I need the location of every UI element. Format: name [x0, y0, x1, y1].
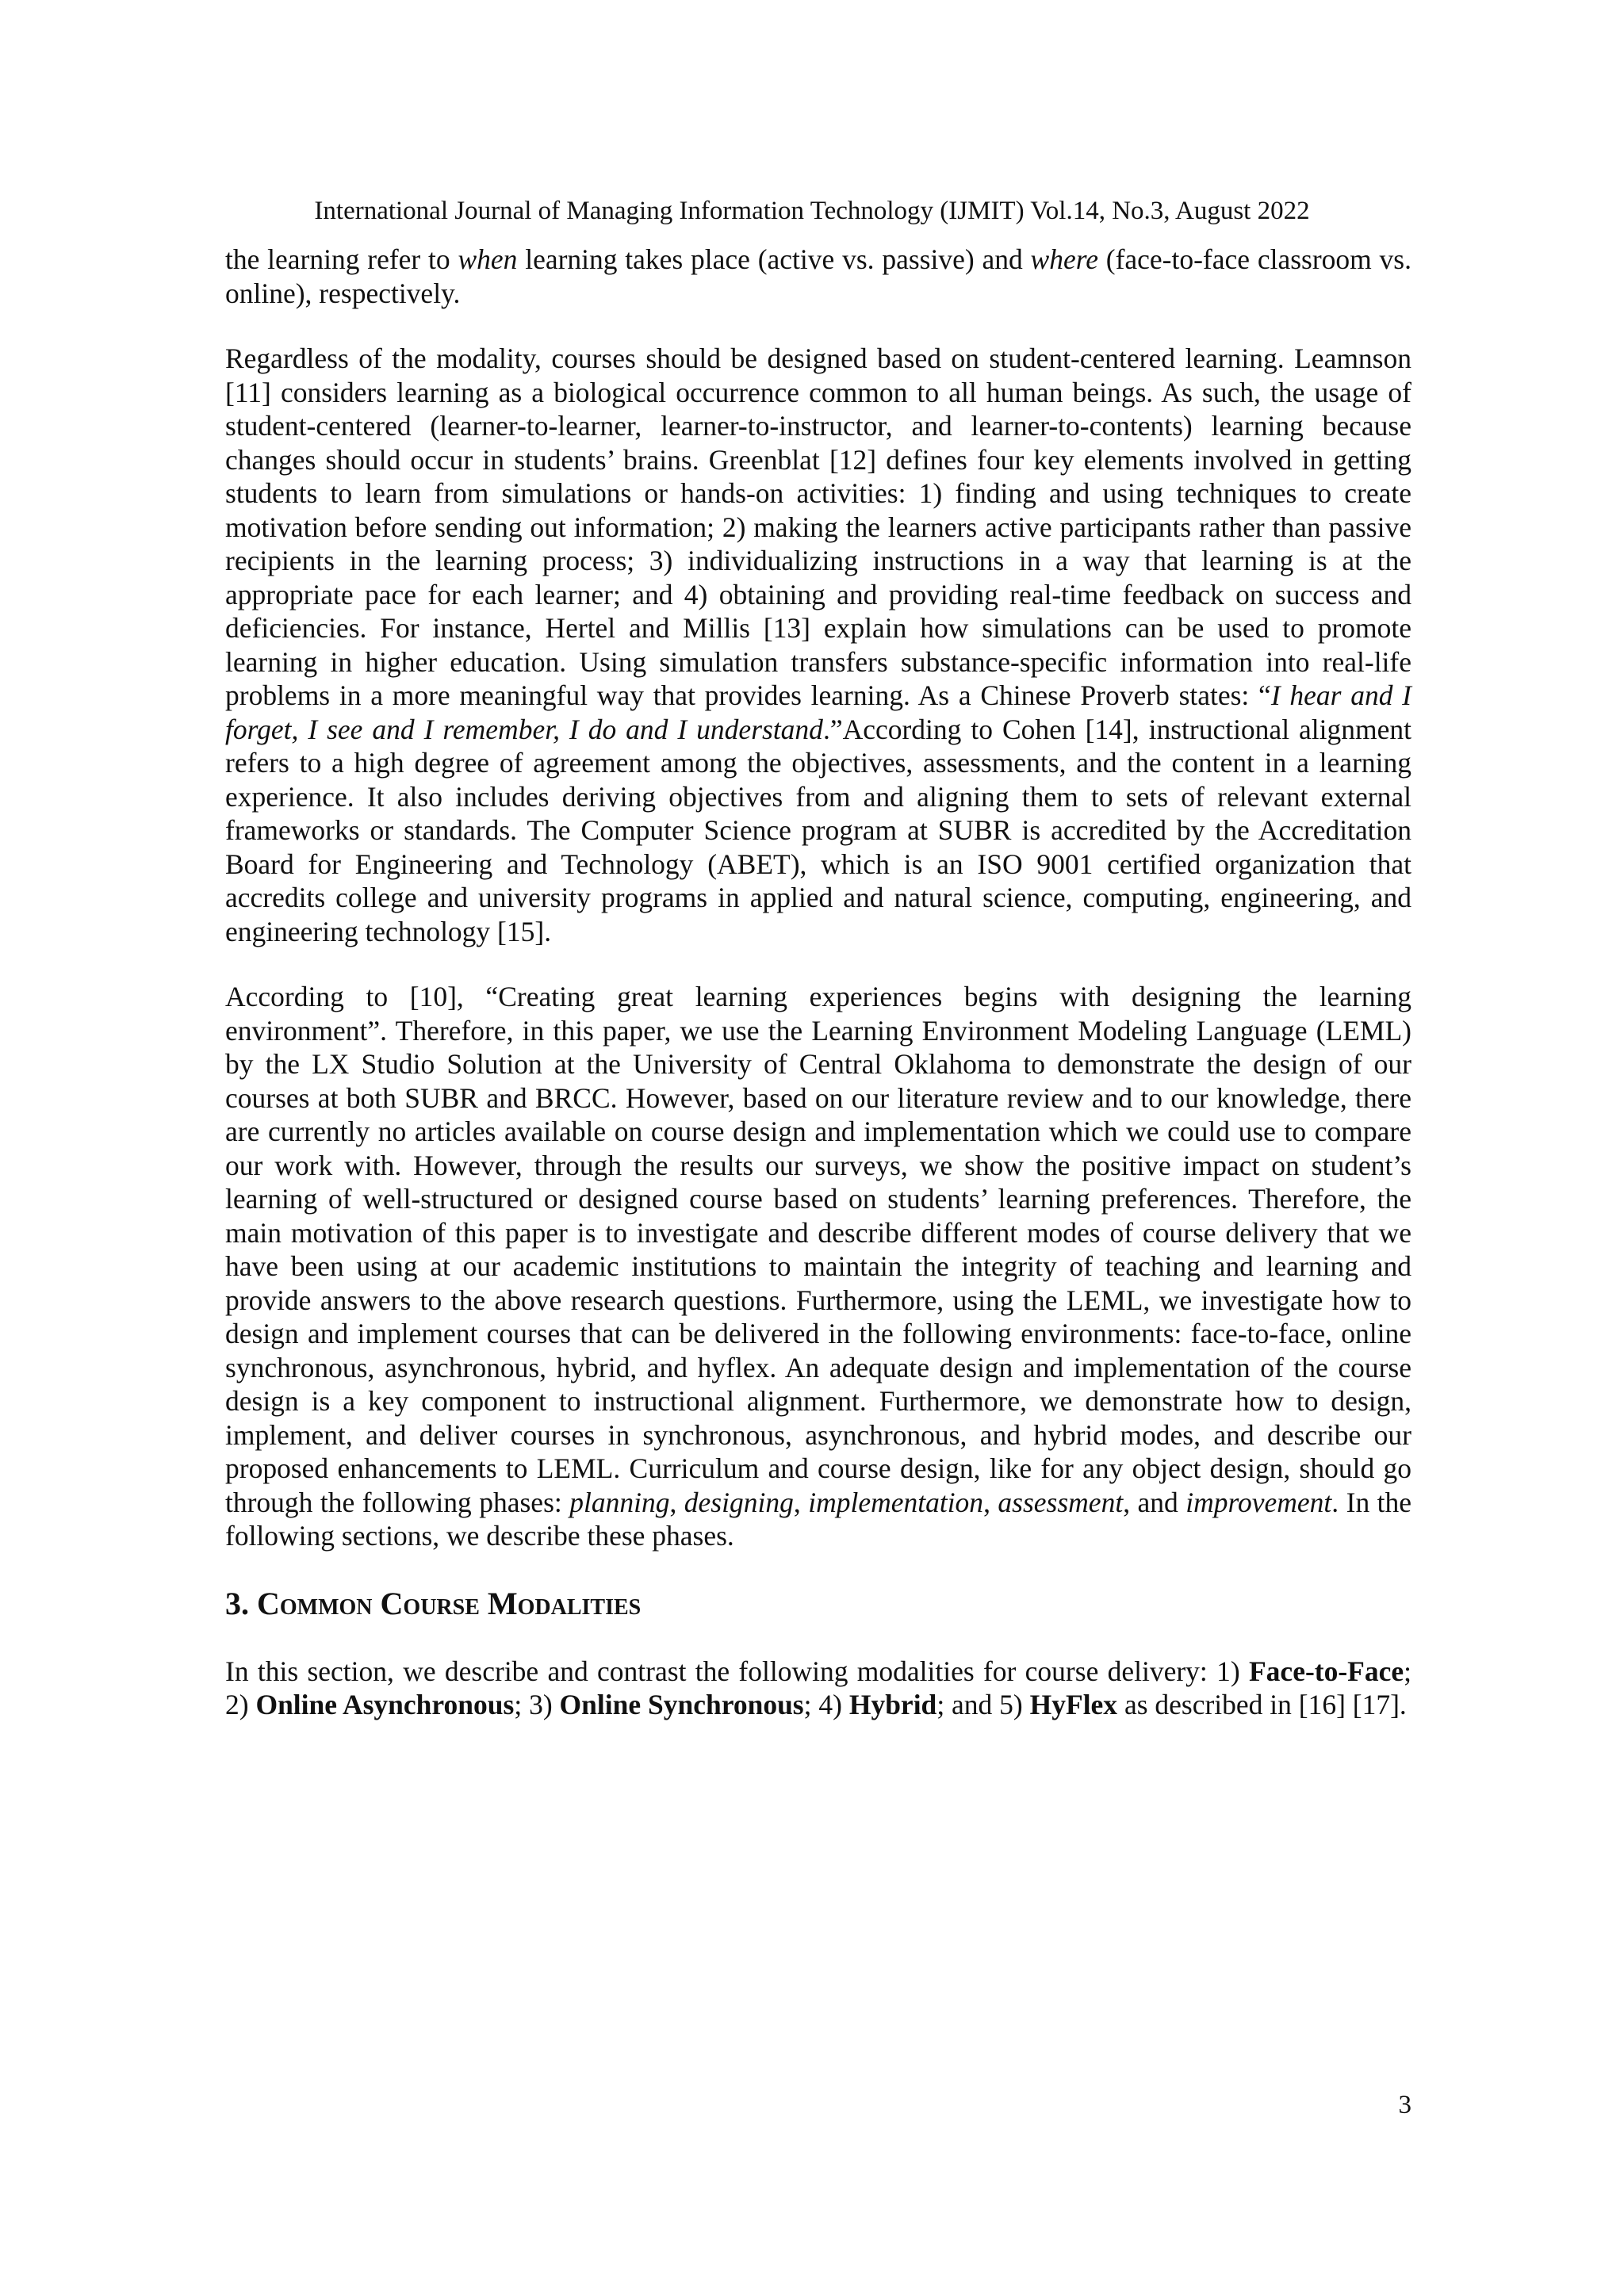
italic-text-run: where: [1030, 243, 1098, 275]
page-number: 3: [1398, 2091, 1411, 2119]
text-run: the learning refer to: [225, 243, 458, 275]
text-run: In this section, we describe and contrast the following modalities for course delivery: 1): [225, 1655, 1249, 1687]
text-run: , and: [1123, 1486, 1186, 1518]
text-run: as described in [16] [17].: [1117, 1689, 1407, 1720]
text-run: According to [10], “Creating great learning experiences begins with designing the learning environment”. Therefore, in this paper, we use the Learning Environment Modeling Language (LEML) by the LX Studio Solution at the University of Central Oklahoma to demonstrate the design of our courses at both SUBR and BRCC. However, based on our literature review and to our knowledge, there are currently no articles available on course design and implementation which we could use to compare our work with. However, through the results our surveys, we show the positive impact on student’s learning of well-structured or designed course based on students’ learning preferences. Therefore, the main motivation of this paper is to investigate and describe different modes of course delivery that we have been using at our academic institutions to maintain the integrity of teaching and learning and provide answers to the above research questions. Furthermore, using the LEML, we investigate how to design and implement courses that can be delivered in the following environments: face-to-face, online synchronous, asynchronous, hybrid, and hyflex. An adequate design and implementation of the course design is a key component to instructional alignment. Furthermore, we demonstrate how to design, implement, and deliver courses in synchronous, asynchronous, and hybrid modes, and describe our proposed enhancements to LEML. Curriculum and course design, like for any object design, should go through the following phases:: [225, 981, 1411, 1518]
page-body: [225, 243, 1411, 1722]
text-run: Regardless of the modality, courses should be designed based on student-centered learning. Leamnson [11] considers learning as a biological occurrence common to all human beings. As such, the usage of student-centered (learner-to-learner, learner-to-instructor, and learner-to-contents) learning because changes should occur in students’ brains. Greenblat [12] defines four key elements involved in getting students to learn from simulations or hands-on activities: 1) finding and using techniques to create motivation before sending out information; 2) making the learners active participants rather than passive recipients in the learning process; 3) individualizing instructions in a way that learning is at the appropriate pace for each learner; and 4) obtaining and providing real-time feedback on success and deficiencies. For instance, Hertel and Millis [13] explain how simulations can be used to promote learning in higher education. Using simulation transfers substance-specific information into real-life problems in a more meaningful way that provides learning. As a Chinese Proverb states: “: [225, 342, 1411, 711]
text-run: ; 4): [803, 1689, 849, 1720]
body-paragraph-1: [225, 243, 1411, 310]
text-run: .”According to Cohen [14], instructional alignment refers to a high degree of agreement among the objectives, assessments, and the content in a learning experience. It also includes deriving objectives from and aligning them to sets of relevant external frameworks or standards. The Computer Science program at SUBR is accredited by the Accreditation Board for Engineering and Technology (ABET), which is an ISO 9001 certified organization that accredits college and university programs in applied and natural science, computing, engineering, and engineering technology [15].: [225, 713, 1411, 947]
text-run: (face-to-face classroom vs. online), respectively.: [225, 243, 1411, 309]
text-run: . In the following sections, we describe these phases.: [225, 1486, 1412, 1552]
bold-text-run: Online Synchronous: [559, 1689, 804, 1720]
body-paragraph-3: [225, 980, 1411, 1553]
bold-text-run: Face-to-Face: [1249, 1655, 1404, 1687]
body-paragraph-2: [225, 342, 1411, 948]
italic-text-run: when: [458, 243, 518, 275]
running-header: International Journal of Managing Information Technology (IJMIT) Vol.14, No.3, August 2022: [314, 197, 1310, 225]
section-heading: 3. Common Course Modalities: [225, 1585, 642, 1621]
section-paragraph: [225, 1655, 1411, 1722]
text-run: ; and 5): [936, 1689, 1030, 1720]
italic-text-run: implementation: [808, 1486, 984, 1518]
text-run: ,: [669, 1486, 684, 1518]
italic-text-run: I hear and I forget, I see and I remember, I do and I understand: [225, 679, 1412, 745]
text-run: learning takes place (active vs. passive) and: [517, 243, 1031, 275]
text-run: ,: [983, 1486, 998, 1518]
bold-text-run: HyFlex: [1029, 1689, 1118, 1720]
text-run: ,: [793, 1486, 809, 1518]
italic-text-run: assessment: [998, 1486, 1124, 1518]
text-run: ; 2): [225, 1655, 1411, 1720]
italic-text-run: designing: [684, 1486, 794, 1518]
italic-text-run: planning: [569, 1486, 670, 1518]
text-run: ; 3): [514, 1689, 560, 1720]
italic-text-run: improvement: [1185, 1486, 1332, 1518]
bold-text-run: Hybrid: [848, 1689, 937, 1720]
bold-text-run: Online Asynchronous: [255, 1689, 515, 1720]
